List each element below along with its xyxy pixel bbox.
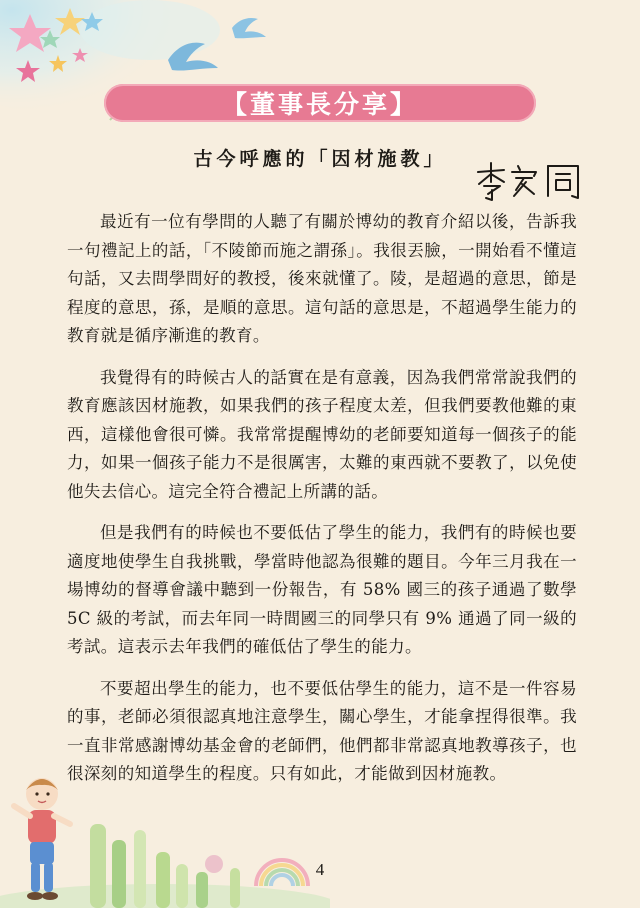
page-number: 4	[315, 860, 325, 879]
decorative-child-and-plants	[0, 768, 330, 908]
section-banner	[104, 84, 536, 122]
bird-icon	[232, 18, 266, 38]
paragraph: 我覺得有的時候古人的話實在是有意義，因為我們常常說我們的教育應該因材施教，如果我們的孩子程度太差，但我們要教他難的東西，這樣他會很可憐。我常常提醒博幼的老師要知道每一個孩子的能力，如果一個孩子能力不是很厲害，太難的東西就不要教了，以免使他失去信心。這完全符合禮記上所講的話。	[67, 367, 577, 501]
handwritten-signature	[474, 160, 586, 202]
banner-title: 【董事長分享】	[221, 90, 418, 119]
article-body	[67, 208, 577, 802]
paragraph: 但是我們有的時候也不要低估了學生的能力，我們有的時候也要適度地使學生自我挑戰，學當時他認為很難的題目。今年三月我在一場博幼的督導會議中聽到一份報告，有 58% 國三的孩子通過了數學 5C 級的考試，而去年同一時間國三的同學只有 9% 通過了同一級的考試。這表示去年我們的確低估了學生的能力。	[67, 523, 577, 656]
paragraph: 不要超出學生的能力，也不要低估學生的能力，這不是一件容易的事，老師必須很認真地注意學生，關心學生，才能拿捏得很準。我一直非常感謝博幼基金會的老師們，他們都非常認真地教導孩子，也很深刻的知道學生的程度。只有如此，才能做到因材施教。	[67, 678, 577, 783]
article-title: 古今呼應的「因材施教」	[193, 148, 447, 170]
paragraph: 最近有一位有學問的人聽了有關於博幼的教育介紹以後，告訴我一句禮記上的話，「不陵節而施之謂孫」。我很丟臉，一開始看不懂這句話，又去問學問好的教授，後來就懂了。陵，是超過的意思，節是程度的意思，孫，是順的意思。這句話的意思是，不超過學生能力的教育就是循序漸進的教育。	[67, 212, 577, 345]
child-illustration	[14, 778, 70, 900]
